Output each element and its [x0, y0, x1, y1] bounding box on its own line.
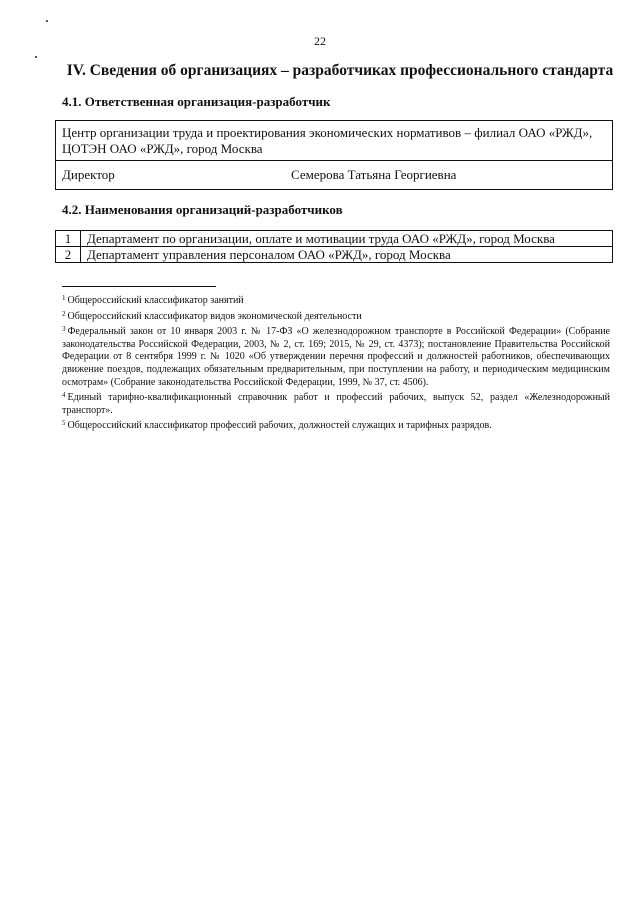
scan-speck	[46, 20, 48, 22]
org-name-line-1: Центр организации труда и проектирования экономических нормативов – филиал ОАО «РЖД»,	[62, 125, 593, 140]
table-row	[56, 231, 613, 247]
scan-speck	[35, 56, 37, 58]
footnote	[62, 292, 610, 308]
page-number: 22	[314, 34, 326, 48]
footnote-text: Общероссийский классификатор профессий рабочих, должностей служащих и тарифных разрядов.	[67, 420, 492, 432]
table-row	[56, 247, 613, 263]
org-head-row	[56, 161, 612, 189]
developer-orgs-table	[55, 230, 613, 263]
footnote-text: Общероссийский классификатор видов экономической деятельности	[67, 310, 362, 322]
org-name-line-2: ЦОТЭН ОАО «РЖД», город Москва	[62, 141, 263, 156]
footnote-text: Единый тарифно-квалификационный справочник работ и профессий рабочих, выпуск 52, раздел «Железнодорожный транспорт».	[62, 392, 610, 416]
footnote-separator	[62, 286, 216, 287]
footnote-mark: 3	[62, 325, 66, 334]
section-heading: IV. Сведения об организациях – разработчиках профессионального стандарта	[66, 62, 614, 79]
responsible-org-box	[55, 120, 613, 190]
footnote	[62, 323, 610, 389]
footnote-mark: 1	[62, 294, 66, 302]
footnote-mark: 5	[62, 419, 66, 428]
org-head-title: Директор	[62, 167, 115, 182]
row-number: 2	[56, 247, 81, 263]
responsible-org-name	[56, 121, 612, 161]
responsible-org-heading: 4.1. Ответственная организация-разработчик	[62, 94, 331, 109]
footnote-text: Федеральный закон от 10 января 2003 г. № 17-ФЗ «О железнодорожном транспорте в Российской Федерации» (Собрание законодательства Российской Федерации, 2003, № 2, ст. 169; 2015, № 29, ст. 4373); постановление Правительства Российской Федерации от 8 сентября 1999 г. № 1020 «Об утверждении перечня профессий и должностей работников, обеспечивающих движение поездов, подлежащих обязательным предварительным, при поступлении на работу, и периодическим медицинским осмотрам» (Собрание законодательства Российской Федерации, 1999, № 37, ст. 4506).	[62, 326, 610, 388]
footnote-mark: 2	[62, 309, 66, 318]
row-number: 1	[56, 231, 81, 247]
row-org-name: Департамент по организации, оплате и мотивации труда ОАО «РЖД», город Москва	[81, 231, 613, 247]
footnote	[62, 389, 610, 417]
footnote-mark: 4	[62, 391, 66, 400]
row-org-name: Департамент управления персоналом ОАО «РЖД», город Москва	[81, 247, 613, 263]
org-head-name: Семерова Татьяна Георгиевна	[291, 167, 457, 182]
footnotes	[62, 292, 610, 433]
developer-orgs-heading: 4.2. Наименования организаций-разработчиков	[62, 202, 343, 217]
footnote	[62, 417, 610, 433]
footnote-text: Общероссийский классификатор занятий	[67, 295, 244, 306]
footnote	[62, 308, 610, 324]
